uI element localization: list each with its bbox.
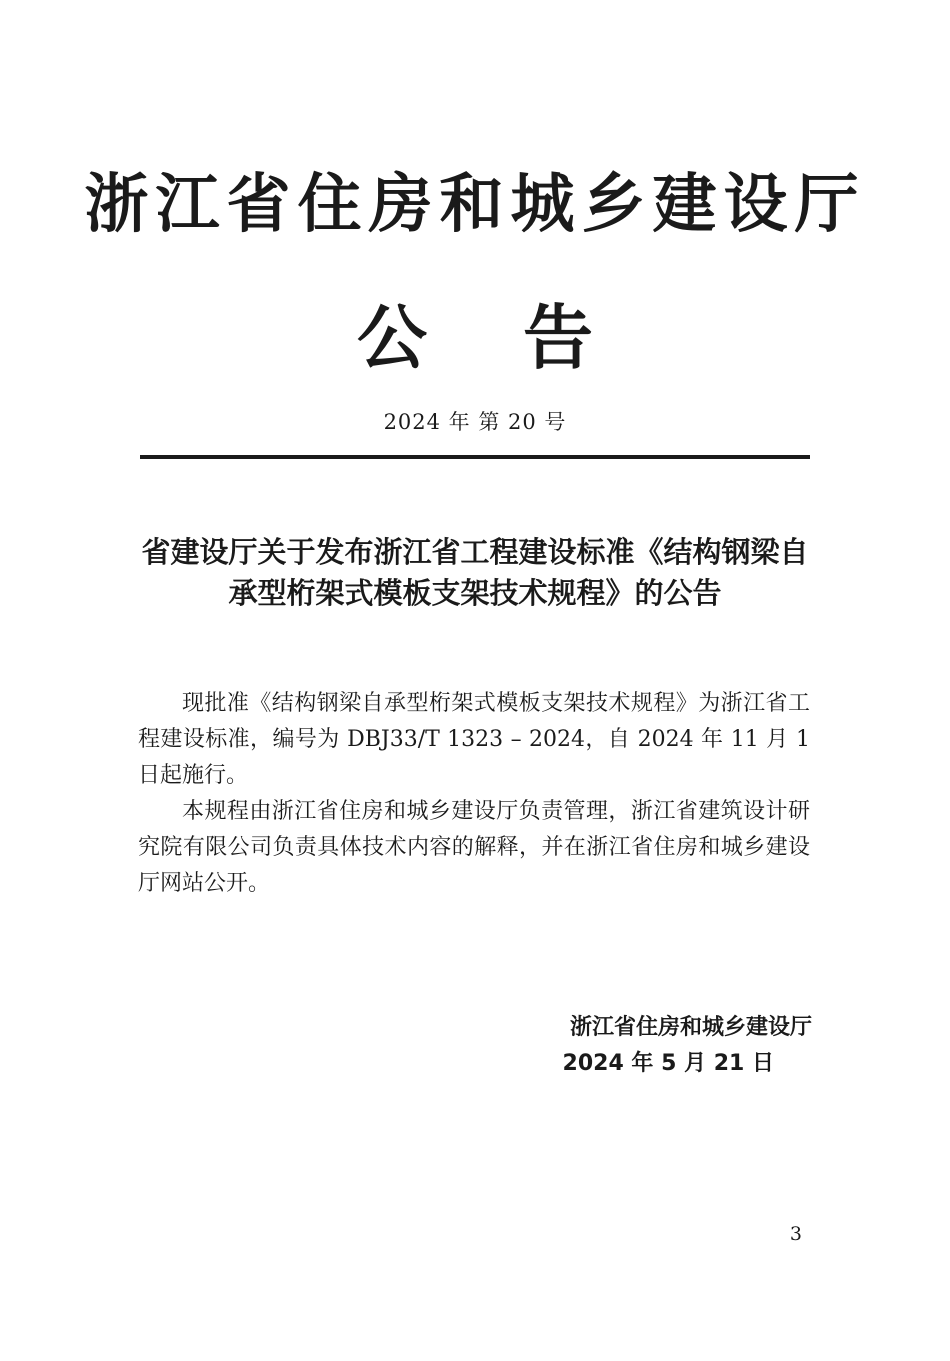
issuing-authority-heading: 浙江省住房和城乡建设厅 [84,168,866,242]
notice-title: 省建设厅关于发布浙江省工程建设标准《结构钢梁自承型桁架式模板支架技术规程》的公告 [141,535,809,610]
document-number: 2024 年 第 20 号 [383,410,567,434]
page-number: 3 [789,1223,802,1245]
signature-block [482,1010,812,1082]
document-type-char-2: 告 [523,297,593,379]
body-paragraph-2: 本规程由浙江省住房和城乡建设厅负责管理，浙江省建筑设计研究院有限公司负责具体技术内容的解释，并在浙江省住房和城乡建设厅网站公开。 [138,799,810,896]
signature-date: 2024 年 5 月 21 日 [562,1051,774,1076]
document-type-heading [0,298,950,378]
body-paragraph-1: 现批准《结构钢梁自承型桁架式模板支架技术规程》为浙江省工程建设标准，编号为 DBJ33/T 1323 – 2024，自 2024 年 11 月 1 日起施行。 [138,691,810,788]
document-type-char-1: 公 [357,297,427,379]
notice-body [138,686,810,902]
signature-issuer: 浙江省住房和城乡建设厅 [569,1015,812,1040]
header-divider [140,455,810,459]
